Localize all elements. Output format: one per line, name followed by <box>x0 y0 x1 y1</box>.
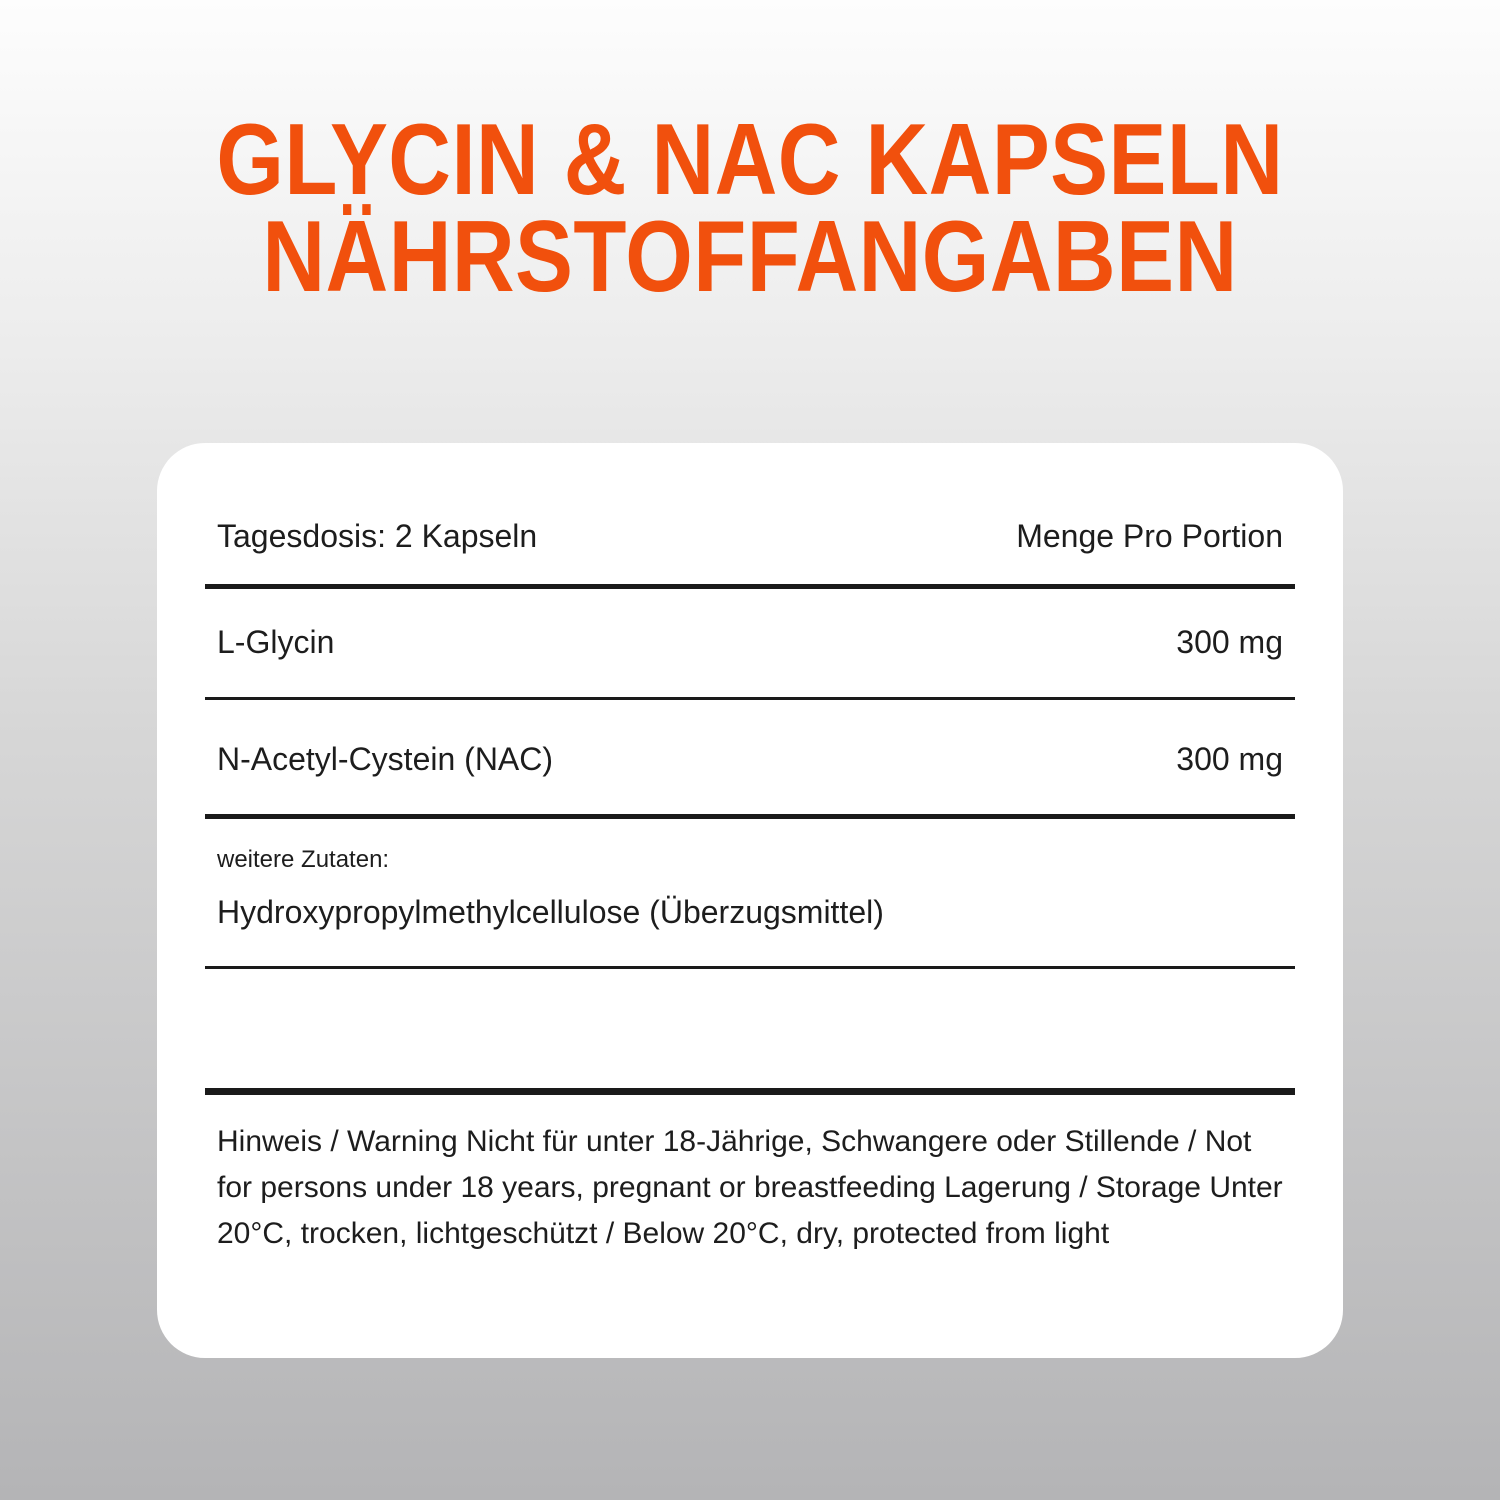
nutrient-label: L-Glycin <box>217 624 335 660</box>
serving-size-label: Tagesdosis: 2 Kapseln <box>217 518 538 554</box>
table-row <box>217 589 1283 697</box>
warning-note: Hinweis / Warning Nicht für unter 18-Jährige, Schwangere oder Stillende / Not for persons under 18 years, pregnant or breastfeeding Lagerung / Storage Unter 20°C, trocken, lichtgeschützt / Below 20°C, dry, protected from light <box>217 1125 1283 1250</box>
divider <box>205 1088 1295 1095</box>
empty-row <box>205 969 1295 1088</box>
nutrition-facts-card <box>157 443 1343 1358</box>
other-ingredients-label: weitere Zutaten: <box>217 846 390 873</box>
nutrient-value: 300 mg <box>1176 624 1283 660</box>
other-ingredients-value: Hydroxypropylmethylcellulose (Überzugsmittel) <box>217 894 884 930</box>
page-title <box>105 104 1395 313</box>
nutrient-label: N-Acetyl-Cystein (NAC) <box>217 741 554 777</box>
table-header-row <box>217 443 1283 584</box>
page-title-line-2: NÄHRSTOFFANGABEN <box>262 200 1238 313</box>
amount-per-serving-label: Menge Pro Portion <box>1016 518 1283 554</box>
page-title-line-1: GLYCIN & NAC KAPSELN <box>216 104 1284 216</box>
table-row <box>217 700 1283 814</box>
nutrient-value: 300 mg <box>1176 741 1283 777</box>
